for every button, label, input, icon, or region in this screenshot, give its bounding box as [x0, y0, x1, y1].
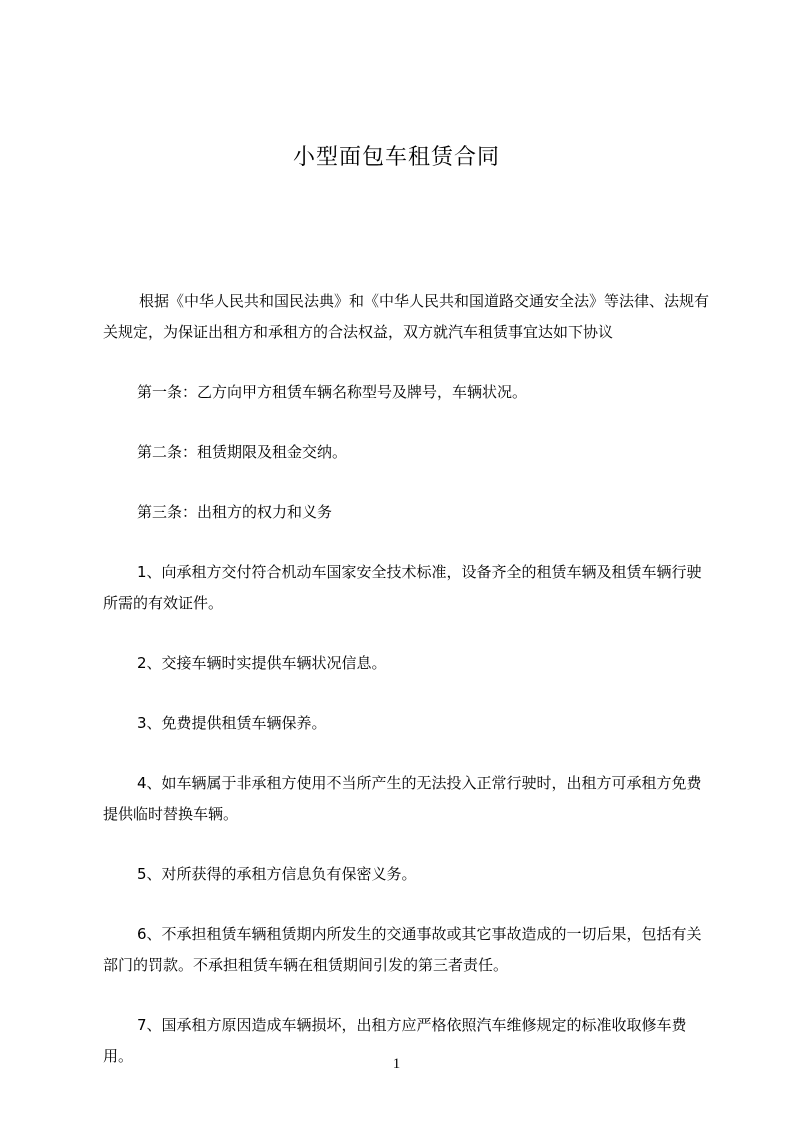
- page-number: 1: [392, 1056, 401, 1072]
- clause-1-paragraph: 1、向承租方交付符合机动车国家安全技术标准，设备齐全的租赁车辆及租赁车辆行驶所需的有效证件。: [103, 563, 702, 612]
- article-1-paragraph: 第一条：乙方向甲方租赁车辆名称型号及牌号，车辆状况。: [137, 383, 528, 401]
- clause-5-paragraph: 5、对所获得的承租方信息负有保密义务。: [137, 865, 417, 883]
- clause-2-paragraph: 2、交接车辆时实提供车辆状况信息。: [137, 654, 387, 672]
- clause-4-paragraph: 4、如车辆属于非承租方使用不当所产生的无法投入正常行驶时，出租方可承租方免费提供临时替换车辆。: [103, 774, 702, 823]
- article-2-paragraph: 第二条：租赁期限及租金交纳。: [137, 443, 348, 461]
- article-3-heading: 第三条：出租方的权力和义务: [137, 503, 333, 521]
- clause-3-paragraph: 3、免费提供租赁车辆保养。: [137, 714, 327, 732]
- clause-7-paragraph: 7、国承租方原因造成车辆损坏，出租方应严格依照汽车维修规定的标准收取修车费用。: [103, 1016, 687, 1065]
- document-body: [103, 286, 709, 1101]
- clause-6-paragraph: 6、不承担租赁车辆租赁期内所发生的交通事故或其它事故造成的一切后果，包括有关部门的罚款。不承担租赁车辆在租赁期间引发的第三者责任。: [103, 925, 702, 974]
- document-title: 小型面包车租赁合同: [292, 145, 500, 170]
- intro-paragraph: 根据《中华人民共和国民法典》和《中华人民共和国道路交通安全法》等法律、法规有关规定，为保证出租方和承租方的合法权益，双方就汽车租赁事宜达如下协议: [103, 292, 710, 341]
